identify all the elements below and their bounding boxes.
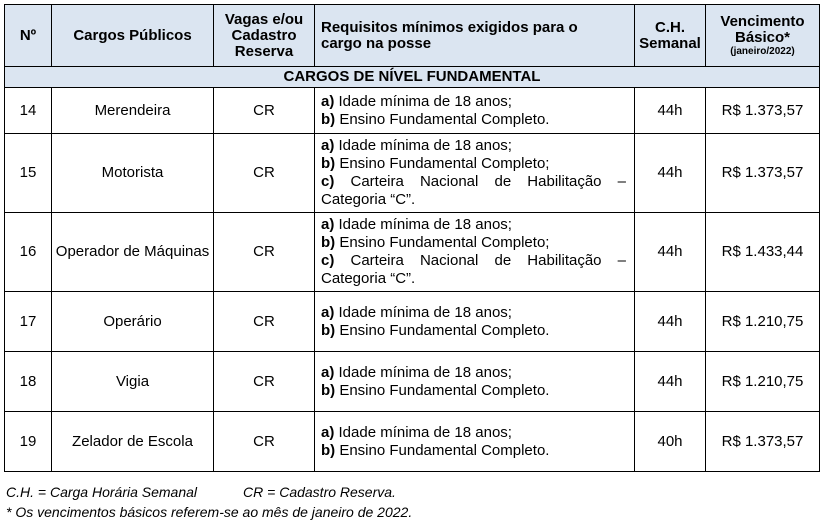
requisito-text: Carteira Nacional de Habilitação – Categoria “C”.	[321, 252, 626, 287]
requisito-item	[321, 442, 626, 460]
footer-legend	[6, 484, 396, 500]
requisito-item	[321, 382, 626, 400]
requisito-text: Ensino Fundamental Completo.	[335, 110, 550, 128]
header-ch	[635, 5, 706, 67]
header-ch-line1: C.H.	[655, 18, 685, 36]
header-vencimento	[706, 5, 820, 67]
requisito-item	[321, 216, 626, 234]
requisito-text: Ensino Fundamental Completo.	[335, 381, 550, 399]
section-title: CARGOS DE NÍVEL FUNDAMENTAL	[5, 67, 820, 88]
cell-requisitos	[315, 134, 635, 213]
requisito-item	[321, 111, 626, 129]
requisito-text: Idade mínima de 18 anos;	[334, 137, 512, 154]
requisito-key: a)	[321, 303, 335, 321]
cell-ch: 44h	[635, 292, 706, 352]
requisito-item	[321, 252, 626, 288]
requisito-text: Idade mínima de 18 anos;	[334, 303, 512, 321]
cell-vencimento: R$ 1.373,57	[706, 412, 820, 472]
requisito-key: a)	[321, 363, 335, 381]
cell-vagas: CR	[214, 412, 315, 472]
cargos-table	[4, 4, 820, 472]
requisito-key: a)	[321, 92, 335, 110]
requisito-item	[321, 322, 626, 340]
requisito-key: b)	[321, 441, 336, 459]
cell-num: 16	[5, 213, 52, 292]
requisito-item	[321, 234, 626, 252]
requisito-key: b)	[321, 155, 336, 172]
header-requisitos-line1: Requisitos mínimos exigidos para o	[321, 18, 578, 36]
footer-note: * Os vencimentos básicos referem-se ao mês de janeiro de 2022.	[6, 504, 413, 520]
requisito-key: a)	[321, 216, 335, 233]
cell-requisitos	[315, 352, 635, 412]
cell-vencimento: R$ 1.373,57	[706, 88, 820, 134]
cell-num: 14	[5, 88, 52, 134]
cell-vencimento: R$ 1.210,75	[706, 292, 820, 352]
requisito-key: a)	[321, 137, 335, 154]
section-row	[5, 67, 820, 88]
requisito-key: b)	[321, 234, 336, 251]
cell-cargo: Operador de Máquinas	[52, 213, 214, 292]
cell-cargo: Motorista	[52, 134, 214, 213]
cell-cargo: Merendeira	[52, 88, 214, 134]
requisito-text: Idade mínima de 18 anos;	[334, 363, 512, 381]
cell-requisitos	[315, 88, 635, 134]
cell-vencimento: R$ 1.373,57	[706, 134, 820, 213]
header-vagas-line3: Reserva	[234, 42, 294, 60]
cell-ch: 44h	[635, 213, 706, 292]
cell-requisitos	[315, 412, 635, 472]
requisito-item	[321, 155, 626, 173]
cell-vagas: CR	[214, 352, 315, 412]
table-row	[5, 88, 820, 134]
requisito-text: Idade mínima de 18 anos;	[334, 216, 512, 233]
cell-vagas: CR	[214, 88, 315, 134]
table-row	[5, 213, 820, 292]
cell-num: 15	[5, 134, 52, 213]
header-venc-line2: Básico*	[734, 28, 791, 46]
requisito-text: Ensino Fundamental Completo;	[335, 234, 550, 251]
header-vagas-line1: Vagas e/ou	[224, 10, 304, 28]
cell-cargo: Zelador de Escola	[52, 412, 214, 472]
cell-ch: 44h	[635, 134, 706, 213]
cell-cargo: Operário	[52, 292, 214, 352]
requisito-key: a)	[321, 423, 335, 441]
requisito-text: Ensino Fundamental Completo.	[335, 441, 550, 459]
cell-vagas: CR	[214, 134, 315, 213]
cell-vencimento: R$ 1.210,75	[706, 352, 820, 412]
requisito-item	[321, 93, 626, 111]
requisito-text: Carteira Nacional de Habilitação – Categoria “C”.	[321, 173, 626, 208]
cell-vagas: CR	[214, 213, 315, 292]
requisito-key: b)	[321, 381, 336, 399]
header-requisitos-line2: cargo na posse	[321, 34, 432, 52]
requisito-item	[321, 137, 626, 155]
header-requisitos	[315, 5, 635, 67]
table-row	[5, 134, 820, 213]
table-row	[5, 292, 820, 352]
requisito-item	[321, 304, 626, 322]
header-ch-line2: Semanal	[639, 34, 701, 52]
cell-cargo: Vigia	[52, 352, 214, 412]
header-num: Nº	[5, 5, 52, 67]
legend-cr: CR = Cadastro Reserva.	[243, 484, 396, 500]
cell-num: 18	[5, 352, 52, 412]
requisito-item	[321, 424, 626, 442]
requisito-text: Ensino Fundamental Completo.	[335, 321, 550, 339]
cell-requisitos	[315, 292, 635, 352]
cell-ch: 44h	[635, 88, 706, 134]
requisito-text: Ensino Fundamental Completo;	[335, 155, 550, 172]
header-cargo: Cargos Públicos	[52, 5, 214, 67]
table-row	[5, 412, 820, 472]
table-row	[5, 352, 820, 412]
header-vagas	[214, 5, 315, 67]
requisito-item	[321, 173, 626, 209]
header-venc-line1: Vencimento	[720, 12, 805, 30]
table-header-row	[5, 5, 820, 67]
cell-requisitos	[315, 213, 635, 292]
cell-vagas: CR	[214, 292, 315, 352]
cell-num: 19	[5, 412, 52, 472]
requisito-text: Idade mínima de 18 anos;	[334, 92, 512, 110]
header-vagas-line2: Cadastro	[231, 26, 297, 44]
cell-num: 17	[5, 292, 52, 352]
requisito-key: b)	[321, 321, 336, 339]
cell-vencimento: R$ 1.433,44	[706, 213, 820, 292]
cell-ch: 40h	[635, 412, 706, 472]
requisito-key: c)	[321, 252, 335, 269]
legend-ch: C.H. = Carga Horária Semanal	[6, 484, 198, 500]
header-venc-line3: (janeiro/2022)	[730, 45, 795, 57]
cell-ch: 44h	[635, 352, 706, 412]
requisito-text: Idade mínima de 18 anos;	[334, 423, 512, 441]
requisito-key: b)	[321, 110, 336, 128]
requisito-item	[321, 364, 626, 382]
requisito-key: c)	[321, 173, 335, 190]
